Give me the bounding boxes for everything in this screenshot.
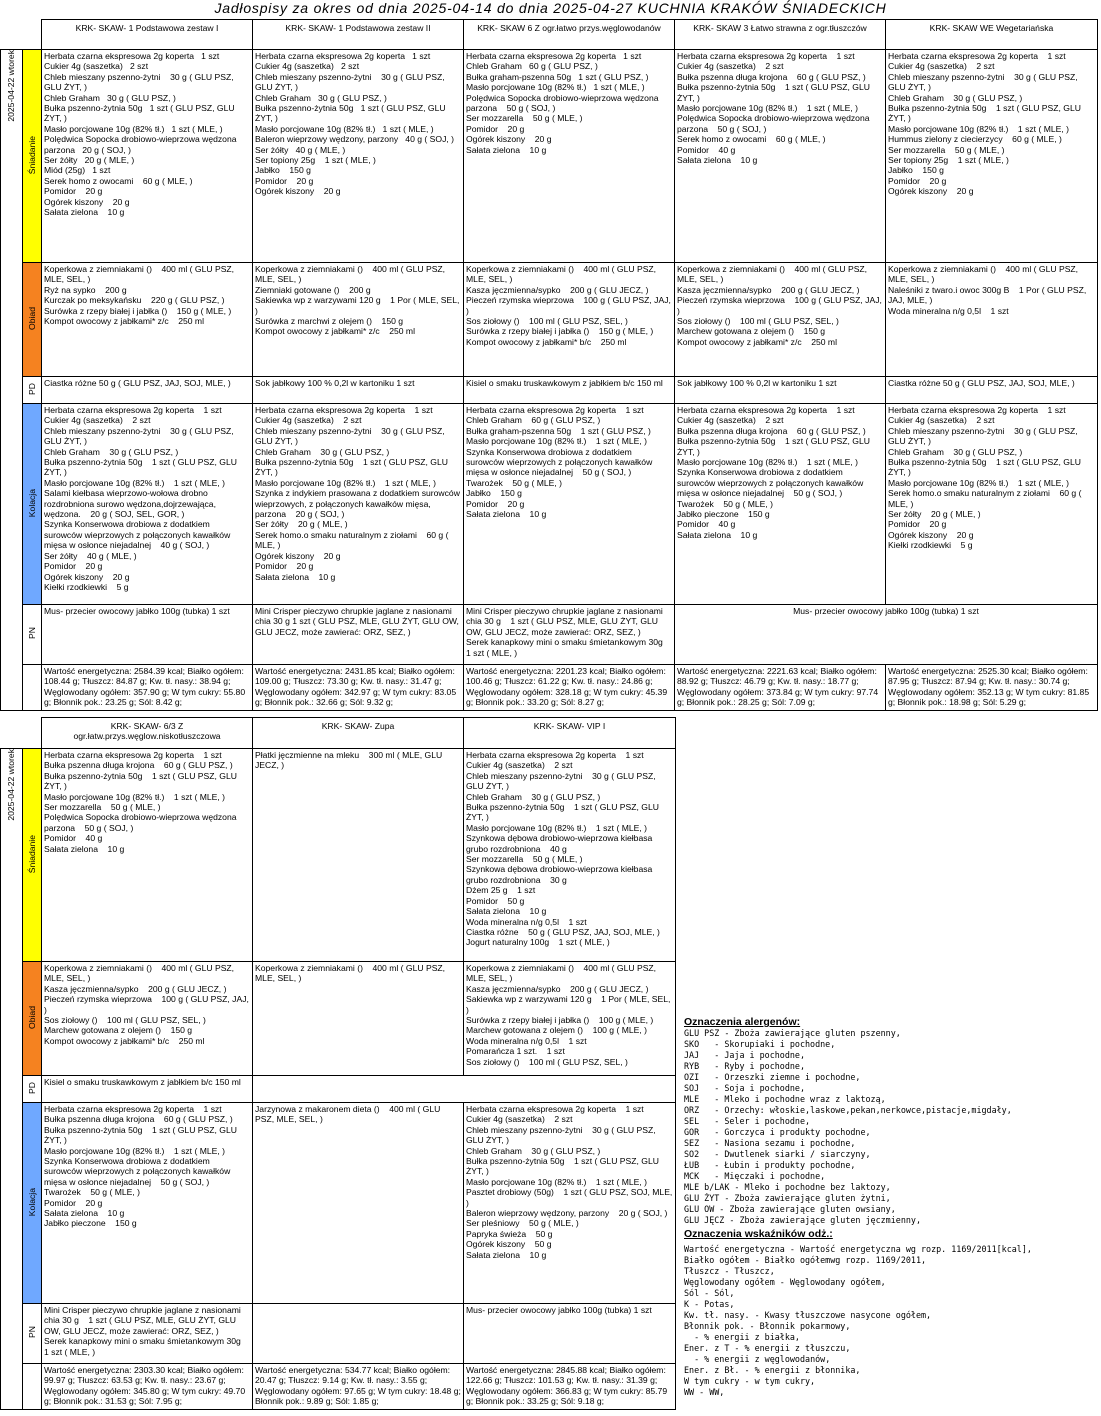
nutrition-cell: Wartość energetyczna: 2525.30 kcal; Białko ogółem: 87.95 g; Tłuszcz: 87.94 g; Kw. tł. nasy.: 30.74 g; Węglowodany ogółem: 352.13 g; W tym cukry: 81.85 g; Błonnik pok.: 18.98 g; Sól: 5.29 g; bbox=[886, 665, 1098, 711]
meal-label-sniadanie: Śniadanie bbox=[23, 50, 42, 263]
menu-cell: Sok jabłkowy 100 % 0,2l w kartoniku 1 szt bbox=[675, 377, 886, 404]
corner-cell bbox=[1, 718, 42, 749]
menu-cell: Herbata czarna ekspresowa 2g koperta 1 szt Cukier 4g (saszetka) 2 szt Chleb mieszany pszenno-żytni 30 g ( GLU PSZ, GLU ŻYT, ) Chleb Graham 30 g ( GLU PSZ, ) Bułka pszenno-żytnia 50g 1 szt ( GLU PSZ, GLU ŻYT, ) Masło porcjowane 10g (82% tł.) 1 szt ( MLE, ) Szynkowa dębowa drobiowo-wieprzowa kiełbasa grubo rozdrobniona 40 g Ser mozzarella 50 g ( MLE, ) Szynkowa dębowa drobiowo-wieprzowa kiełbasa grubo rozdrobniona 30 g Dżem 25 g 1 szt Pomidor 50 g Sałata zielona 10 g Woda mineralna n/g 0,5l 1 szt Ciastka różne 50 g ( GLU PSZ, JAJ, SOJ, MLE, ) Jogurt naturalny 100g 1 szt ( MLE, ) bbox=[464, 749, 676, 962]
date-label: 2025-04-22 wtorek bbox=[6, 749, 17, 821]
date-cell bbox=[1, 50, 23, 711]
nutrition-cell: Wartość energetyczna: 2303.30 kcal; Białko ogółem: 99.97 g; Tłuszcz: 63.53 g; Kw. tł. nasy.: 23.67 g; Węglowodany ogółem: 345.80 g; W tym cukry: 49.70 g; Błonnik pok.: 31.53 g; Sól: 7.95 g; bbox=[42, 1364, 253, 1410]
menu-cell: Herbata czarna ekspresowa 2g koperta 1 szt Chleb Graham 60 g ( GLU PSZ, ) Bułka graham-pszenna 50g 1 szt ( GLU PSZ, ) Masło porcjowane 10g (82% tł.) 1 szt ( MLE, ) Szynka Konserwowa drobiowa z dodatkiem surowców wieprzowych z połączonych kawałków mięsa w osłonce niejadalnej 50 g ( SOJ, ) Twarożek 50 g ( MLE, ) Jabłko 150 g Pomidor 20 g Sałata zielona 10 g bbox=[464, 404, 675, 605]
nutrition-cell: Wartość energetyczna: 2201.23 kcal; Białko ogółem: 100.46 g; Tłuszcz: 61.22 g; Kw. tł. nasy.: 24.86 g; Węglowodany ogółem: 328.18 g; W tym cukry: 45.39 g; Błonnik pok.: 33.20 g; Sól: 8.27 g; bbox=[464, 665, 675, 711]
menu-cell: Mus- przecier owocowy jabłko 100g (tubka) 1 szt bbox=[42, 605, 253, 665]
menu-cell: Herbata czarna ekspresowa 2g koperta 1 szt Cukier 4g (saszetka) 2 szt Chleb mieszany pszenno-żytni 30 g ( GLU PSZ, GLU ŻYT, ) Chleb Graham 30 g ( GLU PSZ, ) Bułka pszenno-żytnia 50g 1 szt ( GLU PSZ, GLU ŻYT, ) Masło porcjowane 10g (82% tł.) 1 szt ( MLE, ) Pasztet drobiowy (50g) 1 szt ( GLU PSZ, SOJ, MLE, ) Baleron wieprzowy wędzony, parzony 20 g ( SOJ, ) Ser pleśniowy 50 g ( MLE, ) Papryka świeża 50 g Ogórek kiszony 50 g Sałata zielona 10 g bbox=[464, 1103, 676, 1304]
meal-label-pd: PD bbox=[23, 1076, 42, 1103]
menu-cell: Mini Crisper pieczywo chrupkie jaglane z nasionami chia 30 g 1 szt ( GLU PSZ, MLE, GLU ŻYT, GLU OW, GLU JECZ, może zawierać: ORZ, SEZ, ) Serek kanapkowy mini o smaku śmietankowym 30g 1 szt ( MLE, ) bbox=[464, 605, 675, 665]
menu-cell: Jarzynowa z makaronem dieta () 400 ml ( GLU PSZ, MLE, SEL, ) bbox=[253, 1103, 464, 1304]
meal-label-kolacja: Kolacja bbox=[23, 404, 42, 605]
diet-header: KRK- SKAW- VIP I bbox=[464, 718, 676, 749]
menu-cell: Koperkowa z ziemniakami () 400 ml ( GLU PSZ, MLE, SEL, ) Kasza jęczmienna/sypko 200 g ( GLU JECZ, ) Pieczeń rzymska wieprzowa 100 g ( GLU PSZ, JAJ, ) Sos ziołowy () 100 ml ( GLU PSZ, SEL, ) Marchew gotowana z olejem () 150 g Kompot owocowy z jabłkami* b/c 250 ml bbox=[42, 962, 253, 1076]
allergens-list: GLU PSZ - Zboża zawierające gluten pszenny, SKO - Skorupiaki i pochodne, JAJ - Jaja i pochodne, RYB - Ryby i pochodne, OZI - Orzeszki ziemne i pochodne, SOJ - Soja i pochodne, MLE - Mleko i pochodne wraz z laktozą, ORZ - Orzechy: włoskie,laskowe,pekan,nerkowce,pistacje,migdały, SEL - Seler i pochodne, GOR - Gorczyca i produkty pochodne, SEZ - Nasiona sezamu i pochodne, SO2 - Dwutlenek siarki / siarczyny, ŁUB - Łubin i produkty pochodne, MCK - Mięczaki i pochodne, MLE b/LAK - Mleko i pochodne bez laktozy, GLU ŻYT - Zboża zawierające gluten żytni, GLU OW - Zboża zawierające gluten owsiany, GLU JĘCZ - Zboża zawierające gluten jęczmienny, bbox=[684, 1028, 1012, 1225]
menu-cell: Herbata czarna ekspresowa 2g koperta 1 szt Bułka pszenna długa krojona 60 g ( GLU PSZ, ) Bułka pszenno-żytnia 50g 1 szt ( GLU PSZ, GLU ŻYT, ) Masło porcjowane 10g (82% tł.) 1 szt ( MLE, ) Szynka Konserwowa drobiowa z dodatkiem surowców wieprzowych z połączonych kawałków mięsa w osłonce niejadalnej 50 g ( SOJ, ) Twarożek 50 g ( MLE, ) Pomidor 20 g Sałata zielona 10 g Jabłko pieczone 150 g bbox=[42, 1103, 253, 1304]
indicators-list: Wartość energetyczna - Wartość energetyczna wg rozp. 1169/2011[kcal], Białko ogółem - Białko ogółemwg rozp. 1169/2011, Tłuszcz - Tłuszcz, Węglowodany ogółem - Węglowodany ogółem, Sól - Sól, K - Potas, Kw. tł. nasy. - Kwasy tłuszczowe nasycone ogółem, Błonnik pok. - Błonnik pokarmowy, - % energii z białka, Ener. z T - % energii z tłuszczu, - % energii z węglowodanów, Ener. z Bł. - % energii z błonnika, W tym cukry - w tym cukry, WW - WW, bbox=[684, 1244, 1032, 1397]
menu-cell: Herbata czarna ekspresowa 2g koperta 1 szt Cukier 4g (saszetka) 2 szt Chleb mieszany pszenno-żytni 30 g ( GLU PSZ, GLU ŻYT, ) Chleb Graham 30 g ( GLU PSZ, ) Bułka pszenno-żytnia 50g 1 szt ( GLU PSZ, GLU ŻYT, ) Masło porcjowane 10g (82% tł.) 1 szt ( MLE, ) Polędwica Sopocka drobiowo-wieprzowa wędzona parzona 20 g ( SOJ, ) Ser żółty 20 g ( MLE, ) Miód (25g) 1 szt Serek homo z owocami 60 g ( MLE, ) Pomidor 20 g Ogórek kiszony 20 g Sałata zielona 10 g bbox=[42, 50, 253, 263]
menu-cell: Koperkowa z ziemniakami () 400 ml ( GLU PSZ, MLE, SEL, ) Kasza jęczmienna/sypko 200 g ( GLU JECZ, ) Pieczeń rzymska wieprzowa 100 g ( GLU PSZ, JAJ, ) Sos ziołowy () 100 ml ( GLU PSZ, SEL, ) Surówka z rzepy białej i jabłka () 150 g ( MLE, ) Kompot owocowy z jabłkami* b/c 250 ml bbox=[464, 263, 675, 377]
indicators-title: Oznaczenia wskaźników odż.: bbox=[684, 1228, 833, 1240]
menu-cell: Herbata czarna ekspresowa 2g koperta 1 szt Chleb Graham 60 g ( GLU PSZ, ) Bułka graham-pszenna 50g 1 szt ( GLU PSZ, ) Masło porcjowane 10g (82% tł.) 1 szt ( MLE, ) Polędwica Sopocka drobiowo-wieprzowa wędzona parzona 50 g ( SOJ, ) Ser mozzarella 50 g ( MLE, ) Pomidor 20 g Ogórek kiszony 20 g Sałata zielona 10 g bbox=[464, 50, 675, 263]
nutrition-cell: Wartość energetyczna: 534.77 kcal; Białko ogółem: 20.47 g; Tłuszcz: 9.14 g; Kw. tł. nasy.: 3.55 g; Węglowodany ogółem: 97.65 g; W tym cukry: 18.48 g; Błonnik pok.: 9.89 g; Sól: 1.85 g; bbox=[253, 1364, 464, 1410]
menu-cell: Mus- przecier owocowy jabłko 100g (tubka) 1 szt bbox=[675, 605, 1098, 665]
menu-cell: Herbata czarna ekspresowa 2g koperta 1 szt Cukier 4g (saszetka) 2 szt Chleb mieszany pszenno-żytni 30 g ( GLU PSZ, GLU ŻYT, ) Chleb Graham 30 g ( GLU PSZ, ) Bułka pszenno-żytnia 50g 1 szt ( GLU PSZ, GLU ŻYT, ) Masło porcjowane 10g (82% tł.) 1 szt ( MLE, ) Salami kiełbasa wieprzowo-wołowa drobno rozdrobniona surowo wędzona,dojrzewająca, wędzona. 20 g ( SOJ, SEL, GOR, ) Szynka Konserwowa drobiowa z dodatkiem surowców wieprzowych z połączonych kawałków mięsa w osłonce niejadalnej 40 g ( SOJ, ) Ser żółty 40 g ( MLE, ) Pomidor 20 g Ogórek kiszony 20 g Kiełki rzodkiewki 5 g bbox=[42, 404, 253, 605]
allergens-title: Oznaczenia alergenów: bbox=[684, 1016, 801, 1028]
menu-cell: Koperkowa z ziemniakami () 400 ml ( GLU PSZ, MLE, SEL, ) Ryż na sypko 200 g Kurczak po meksykańsku 220 g ( GLU PSZ, ) Surówka z rzepy białej i jabłka () 150 g ( MLE, ) Kompot owocowy z jabłkami* z/c 250 ml bbox=[42, 263, 253, 377]
diet-header: KRK- SKAW 3 Łatwo strawna z ogr.tłuszczów bbox=[675, 20, 886, 50]
diet-header: KRK- SKAW- 1 Podstawowa zestaw I bbox=[42, 20, 253, 50]
legend bbox=[684, 1016, 1096, 1398]
menu-cell: Koperkowa z ziemniakami () 400 ml ( GLU PSZ, MLE, SEL, ) Ziemniaki gotowane () 200 g Sakiewka wp z warzywami 120 g 1 Por ( MLE, SEL, ) Surówka z marchwi z olejem () 150 g Kompot owocowy z jabłkami* z/c 250 ml bbox=[253, 263, 464, 377]
nutrition-cell: Wartość energetyczna: 2845.88 kcal; Białko ogółem: 122.66 g; Tłuszcz: 101.53 g; Kw. tł. nasy.: 31.39 g; Węglowodany ogółem: 366.83 g; W tym cukry: 85.79 g; Błonnik pok.: 33.25 g; Sól: 9.18 g; bbox=[464, 1364, 676, 1410]
meal-label-obiad: Obiad bbox=[23, 263, 42, 377]
menu-cell: Herbata czarna ekspresowa 2g koperta 1 szt Bułka pszenna długa krojona 60 g ( GLU PSZ, ) Bułka pszenno-żytnia 50g 1 szt ( GLU PSZ, GLU ŻYT, ) Masło porcjowane 10g (82% tł.) 1 szt ( MLE, ) Ser mozzarella 50 g ( MLE, ) Polędwica Sopocka drobiowo-wieprzowa wędzona parzona 50 g ( SOJ, ) Pomidor 40 g Sałata zielona 10 g bbox=[42, 749, 253, 962]
meal-label-sniadanie: Śniadanie bbox=[23, 749, 42, 962]
meal-label-kolacja: Kolacja bbox=[23, 1103, 42, 1304]
menu-cell: Kisiel o smaku truskawkowym z jabłkiem b/c 150 ml bbox=[464, 377, 675, 404]
diet-header: KRK- SKAW WE Wegetariańska bbox=[886, 20, 1098, 50]
nutrition-cell: Wartość energetyczna: 2584.39 kcal; Białko ogółem: 108.44 g; Tłuszcz: 84.87 g; Kw. tł. nasy.: 38.94 g; Węglowodany ogółem: 357.90 g; W tym cukry: 55.80 g; Błonnik pok.: 23.25 g; Sól: 8.42 g; bbox=[42, 665, 253, 711]
meal-label-nutrition bbox=[23, 1364, 42, 1410]
diet-header: KRK- SKAW 6 Z ogr.łatwo przys.węglowodanów bbox=[464, 20, 675, 50]
menu-cell: Płatki jęczmienne na mleku 300 ml ( MLE, GLU JECZ, ) bbox=[253, 749, 464, 962]
menu-cell: Koperkowa z ziemniakami () 400 ml ( GLU PSZ, MLE, SEL, ) bbox=[253, 962, 464, 1076]
menu-cell: Herbata czarna ekspresowa 2g koperta 1 szt Cukier 4g (saszetka) 2 szt Bułka pszenna długa krojona 60 g ( GLU PSZ, ) Bułka pszenno-żytnia 50g 1 szt ( GLU PSZ, GLU ŻYT, ) Masło porcjowane 10g (82% tł.) 1 szt ( MLE, ) Szynka Konserwowa drobiowa z dodatkiem surowców wieprzowych z połączonych kawałków mięsa w osłonce niejadalnej 50 g ( SOJ, ) Twarożek 50 g ( MLE, ) Jabłko pieczone 150 g Pomidor 40 g Sałata zielona 10 g bbox=[675, 404, 886, 605]
menu-table-block-2 bbox=[0, 717, 676, 1410]
meal-label-pn: PN bbox=[23, 605, 42, 665]
diet-header: KRK- SKAW- Zupa bbox=[253, 718, 464, 749]
menu-cell: Sok jabłkowy 100 % 0,2l w kartoniku 1 szt bbox=[253, 377, 464, 404]
date-label: 2025-04-22 wtorek bbox=[6, 50, 17, 122]
menu-cell: Ciastka różne 50 g ( GLU PSZ, JAJ, SOJ, MLE, ) bbox=[886, 377, 1098, 404]
nutrition-cell: Wartość energetyczna: 2431.85 kcal; Białko ogółem: 109.00 g; Tłuszcz: 73.30 g; Kw. tł. nasy.: 31.47 g; Węglowodany ogółem: 342.97 g; W tym cukry: 83.05 g; Błonnik pok.: 32.66 g; Sól: 9.32 g; bbox=[253, 665, 464, 711]
meal-label-pn: PN bbox=[23, 1304, 42, 1364]
nutrition-cell: Wartość energetyczna: 2221.63 kcal; Białko ogółem: 88.92 g; Tłuszcz: 46.79 g; Kw. tł. nasy.: 18.77 g; Węglowodany ogółem: 373.84 g; W tym cukry: 97.74 g; Błonnik pok.: 28.25 g; Sól: 7.09 g; bbox=[675, 665, 886, 711]
menu-cell: Koperkowa z ziemniakami () 400 ml ( GLU PSZ, MLE, SEL, ) Kasza jęczmienna/sypko 200 g ( GLU JECZ, ) Pieczeń rzymska wieprzowa 100 g ( GLU PSZ, JAJ, ) Sos ziołowy () 100 ml ( GLU PSZ, SEL, ) Marchew gotowana z olejem () 150 g Kompot owocowy z jabłkami* z/c 250 ml bbox=[675, 263, 886, 377]
diet-header: KRK- SKAW- 1 Podstawowa zestaw II bbox=[253, 20, 464, 50]
page-title: Jadłospisy za okres od dnia 2025-04-14 do dnia 2025-04-27 KUCHNIA KRAKÓW ŚNIADECKICH bbox=[214, 0, 887, 16]
meal-label-nutrition bbox=[23, 665, 42, 711]
menu-cell bbox=[253, 1076, 676, 1103]
menu-cell: Koperkowa z ziemniakami () 400 ml ( GLU PSZ, MLE, SEL, ) Kasza jęczmienna/sypko 200 g ( GLU JECZ, ) Sakiewka wp z warzywami 120 g 1 Por ( MLE, SEL, ) Surówka z rzepy białej i jabłka () 100 g ( MLE, ) Marchew gotowana z olejem () 100 g ( MLE, ) Woda mineralna n/g 0,5l 1 szt Pomarańcza 1 szt. 1 szt Sos ziołowy () 100 ml ( GLU PSZ, SEL, ) bbox=[464, 962, 676, 1076]
diet-header: KRK- SKAW- 6/3 Z ogr.łatw.przys.węglow.niskotłuszczowa bbox=[42, 718, 253, 749]
date-cell bbox=[1, 749, 23, 1410]
corner-cell bbox=[1, 20, 42, 50]
menu-cell: Mini Crisper pieczywo chrupkie jaglane z nasionami chia 30 g 1 szt ( GLU PSZ, MLE, GLU ŻYT, GLU OW, GLU JECZ, może zawierać: ORZ, SEZ, ) Serek kanapkowy mini o smaku śmietankowym 30g 1 szt ( MLE, ) bbox=[42, 1304, 253, 1364]
meal-label-pd: PD bbox=[23, 377, 42, 404]
menu-cell: Mus- przecier owocowy jabłko 100g (tubka) 1 szt bbox=[464, 1304, 676, 1364]
menu-cell: Herbata czarna ekspresowa 2g koperta 1 szt Cukier 4g (saszetka) 2 szt Bułka pszenna długa krojona 60 g ( GLU PSZ, ) Bułka pszenno-żytnia 50g 1 szt ( GLU PSZ, GLU ŻYT, ) Masło porcjowane 10g (82% tł.) 1 szt ( MLE, ) Polędwica Sopocka drobiowo-wieprzowa wędzona parzona 50 g ( SOJ, ) Serek homo z owocami 60 g ( MLE, ) Pomidor 40 g Sałata zielona 10 g bbox=[675, 50, 886, 263]
menu-table-block-1 bbox=[0, 19, 1098, 711]
menu-cell: Herbata czarna ekspresowa 2g koperta 1 szt Cukier 4g (saszetka) 2 szt Chleb mieszany pszenno-żytni 30 g ( GLU PSZ, GLU ŻYT, ) Chleb Graham 30 g ( GLU PSZ, ) Bułka pszenno-żytnia 50g 1 szt ( GLU PSZ, GLU ŻYT, ) Masło porcjowane 10g (82% tł.) 1 szt ( MLE, ) Hummus zielony z ciecierzycy 60 g ( MLE, ) Ser mozzarella 50 g ( MLE, ) Ser topiony 25g 1 szt ( MLE, ) Jabłko 150 g Pomidor 20 g Ogórek kiszony 20 g bbox=[886, 50, 1098, 263]
meal-label-obiad: Obiad bbox=[23, 962, 42, 1076]
menu-cell: Herbata czarna ekspresowa 2g koperta 1 szt Cukier 4g (saszetka) 2 szt Chleb mieszany pszenno-żytni 30 g ( GLU PSZ, GLU ŻYT, ) Chleb Graham 30 g ( GLU PSZ, ) Bułka pszenno-żytnia 50g 1 szt ( GLU PSZ, GLU ŻYT, ) Masło porcjowane 10g (82% tł.) 1 szt ( MLE, ) Szynka z indykiem prasowana z dodatkiem surowców wieprzowych, z połączonych kawałków mięsa, parzona 20 g ( SOJ, ) Ser żółty 20 g ( MLE, ) Serek homo.o smaku naturalnym z ziołami 60 g ( MLE, ) Ogórek kiszony 20 g Pomidor 20 g Sałata zielona 10 g bbox=[253, 404, 464, 605]
menu-cell: Kisiel o smaku truskawkowym z jabłkiem b/c 150 ml bbox=[42, 1076, 253, 1103]
menu-cell: Mini Crisper pieczywo chrupkie jaglane z nasionami chia 30 g 1 szt ( GLU PSZ, MLE, GLU ŻYT, GLU OW, GLU JECZ, może zawierać: ORZ, SEZ, ) bbox=[253, 605, 464, 665]
menu-cell: Ciastka różne 50 g ( GLU PSZ, JAJ, SOJ, MLE, ) bbox=[42, 377, 253, 404]
menu-cell: Herbata czarna ekspresowa 2g koperta 1 szt Cukier 4g (saszetka) 2 szt Chleb mieszany pszenno-żytni 30 g ( GLU PSZ, GLU ŻYT, ) Chleb Graham 30 g ( GLU PSZ, ) Bułka pszenno-żytnia 50g 1 szt ( GLU PSZ, GLU ŻYT, ) Masło porcjowane 10g (82% tł.) 1 szt ( MLE, ) Baleron wieprzowy wędzony, parzony 40 g ( SOJ, ) Ser żółty 40 g ( MLE, ) Ser topiony 25g 1 szt ( MLE, ) Jabłko 150 g Pomidor 20 g Ogórek kiszony 20 g bbox=[253, 50, 464, 263]
menu-cell bbox=[253, 1304, 464, 1364]
menu-cell: Koperkowa z ziemniakami () 400 ml ( GLU PSZ, MLE, SEL, ) Naleśniki z twaro.i owoc 300g B 1 Por ( GLU PSZ, JAJ, MLE, ) Woda mineralna n/g 0,5l 1 szt bbox=[886, 263, 1098, 377]
menu-cell: Herbata czarna ekspresowa 2g koperta 1 szt Cukier 4g (saszetka) 2 szt Chleb mieszany pszenno-żytni 30 g ( GLU PSZ, GLU ŻYT, ) Chleb Graham 30 g ( GLU PSZ, ) Bułka pszenno-żytnia 50g 1 szt ( GLU PSZ, GLU ŻYT, ) Masło porcjowane 10g (82% tł.) 1 szt ( MLE, ) Serek homo.o smaku naturalnym z ziołami 60 g ( MLE, ) Ser żółty 20 g ( MLE, ) Pomidor 20 g Ogórek kiszony 20 g Kiełki rzodkiewki 5 g bbox=[886, 404, 1098, 605]
